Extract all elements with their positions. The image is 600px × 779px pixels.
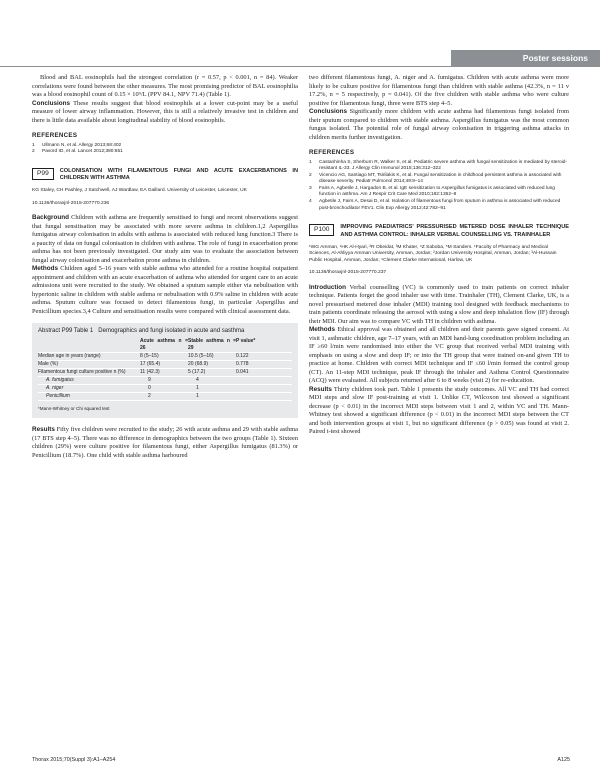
reference-item: 2 Vicencio AG, Santiago MT, Tsirilakis K, et al. Fungal sensitization in childhood persistent asthma is associated with disease severity. Pediatr Pulmonol 2014;49:8–14 [309, 172, 562, 185]
reference-item: 3 Fairs A, Agbetile J, Hargadon B, et al. IgE sensitization to Aspergillus fumigatus is associated with reduced lung function in asthma. Am J Respir Crit Care Med 2010;182:1362–8 [309, 185, 555, 198]
reference-item: 1 Castanhinha S, Sherburn R, Walker S, et al. Pediatric severe asthma with fungal sensitization is mediated by steroid-resistant IL-33. J Allergy Clin Immunol 2015;136:312–322 [309, 159, 568, 172]
abstract-doi: 10.1136/thoraxjnl-2015-207770.236 [32, 200, 110, 206]
p99-methods: Methods Children aged 5–16 years with stable asthma who attended for a routine hospital outpatient appointment and children with an acute exacerbation of asthma who attended for urgent care to an acute admissions unit were recruited to the study. We obtained a sputum sample either via nebulisation with hypertonic saline in children with stable asthma or nebulisation with 0.9% saline in children with acute asthma. Sputum culture was focused to detect filamentous fungi, in particular Aspergillus and Penicillium species.3,4 Culture and sensitisation results were compared with clinical assessment data. [32, 265, 298, 315]
references-heading: REFERENCES [309, 149, 355, 156]
conclusions-label: Conclusions [32, 99, 71, 107]
header-rule [0, 66, 600, 67]
table-caption: Abstract P99 Table 1 Demographics and fungi isolated in acute and sasthma [38, 328, 245, 335]
table-row: A. niger 0 1 [38, 385, 292, 393]
abstract-id: P100 [309, 224, 334, 236]
left-column [32, 74, 298, 460]
p99-results: Results Fifty five children were recruited to the study; 26 with acute asthma and 29 with stable asthma (17 BTS step 4–5). There was no difference in demographics between the two groups (Table 1). Sixteen children (29%) were culture positive for filamentous fungi, either Aspergillus fumigatus (81.3%) or Penicillium (18.7%). One child with stable asthma harboured [32, 426, 298, 459]
table-row: A. fumigatus 9 4 [38, 377, 292, 385]
reference-item: 2 Pavord ID, et al. Lancet 2012;380:651 [32, 149, 123, 155]
p99-results-continued: two different filamentous fungi, A. niger and A. fumigatus. Children with acute asthma were more likely to be culture positive for filamentous fungi than children with stable asthma (42.3%, n = 11 v 17.2%, n = 5 respectively, p = 0.041). Of the five children with stable asthma who were culture positive for filamentous fungi, three were BTS step 4–5. [309, 74, 569, 107]
p99-conclusions: Conclusions Significantly more children with acute asthma had filamentous fungi isolated from their sputum compared to children with stable asthma. Aspergillus fumigatus was the most common fungus isolated. The potential role of fungal airway colonisation in triggering asthma attacks in children merits further investigation. [309, 108, 569, 141]
journal-citation: Thorax 2015;70(Suppl 3):A1–A254 [32, 757, 116, 763]
p99-background: Background Children with asthma are frequently sensitised to fungi and recent observations suggest that fungal sensitisation may be associated with more severe asthma in children.1,2 Aspergillus fumigatus airway colonisation in adults with asthma is associated with reduced lung function.3 There is a paucity of data on fungal colonisation in children with asthma. The role of fungi in exacerbation prone asthma has not been previously investigated. Our study aim was to evaluate the association between fungal airway colonisation and exacerbation prone asthma in children. [32, 214, 299, 264]
abstract-id: P99 [32, 168, 54, 180]
abstract-table [32, 323, 298, 418]
reference-item: 4 Agbetile J, Fairs A, Desai D, et al. Isolation of filamentous fungi from sputum in asthma is associated with reduced post-bronchodilator FEV1. Clin Exp Allergy 2012;42:782–91 [309, 199, 561, 211]
conclusions-text: These results suggest that blood eosinophils at a lower cut-point may be a useful measure of lower airway inflammation. However, this is still a relatively invasive test in children and there is little data available about longitudinal stability of blood eosinophils. [32, 99, 298, 124]
abstract-doi: 10.1136/thoraxjnl-2015-207770.237 [309, 270, 387, 276]
previous-abstract-conclusions [32, 100, 298, 126]
table-header-row: Acute asthma n = 26 Stable asthma n = 29 P value* [38, 338, 292, 353]
table-row: Penicillium 2 1 [38, 393, 292, 401]
table-footnote: *Mann-Whitney or Chi squared test [38, 406, 110, 412]
abstract-header-p100 [309, 224, 569, 239]
reference-item: 1 Ullmann N, et al. Allergy 2013;68:402 [32, 142, 122, 148]
abstract-authors: KG Staley, CH Pashley, J Satchwell, AJ Wardlaw, EA Gaillard. University of Leicester, Leicester, UK [32, 188, 247, 194]
p100-results: Results Thirty children took part. Table 1 presents the study outcomes. All VC and TH had correct MDI steps and slow IF post-training at visit 1. Unlike CT, Wilcoxon test showed a significant decrease (p < 0.01) in the incorrect MDI steps between visit 1 and 2, within VC and TH. Mann-Whitney test showed a significant difference (p < 0.01) in the incorrect MDI steps between the CT and both intervention groups at visit 1, but no significant difference (p > 0.05) was found at visit 2. Paired t-test showed [309, 385, 569, 436]
references-heading: REFERENCES [32, 132, 78, 139]
abstract-header-p99 [32, 168, 298, 183]
table-row: Male (%) 17 (65.4) 20 (68.9) 0.778 [38, 361, 292, 369]
table-row: Filamentous fungi culture positive n (%) 11 (42.3) 5 (17.2) 0.041 [38, 369, 292, 377]
abstract-title: COLONISATION WITH FILAMENTOUS FUNGI AND ACUTE EXACERBATIONS IN CHILDREN WITH ASTHMA [59, 167, 298, 181]
right-column [309, 74, 569, 437]
previous-abstract-results: Blood and BAL eosinophils had the strongest correlation (r = 0.57, p < 0.001, n = 84). Weaker correlations were found between the other measures. The most promising predictor of BAL eosinophilia was a blood eosinophil count of 0.15 × 10⁹/L (PPV 84.1, NPV 71.4) (Table 1). [32, 74, 298, 98]
abstract-authors: ¹WG Amman, ¹HK Al-Hyari, ²R Obeidat, ³M Khater, ⁴Z Saboba, ⁵M Sanders. ¹Faculty of Pharmacy and Medical Sciences, Al-Ahliyya Amman University, Amman, Jordan; ²Jordan University Hospital, Amman, Jordan; ³Al-Hussain Public Hospital, Amman, Jordan; ⁴Clement Clarke International, Harlow, UK [309, 244, 557, 263]
p100-introduction: Introduction Verbal counselling (VC) is commonly used to train patients on correct inhaler technique. Patients forget the good inhaler use with time. Trainhaler (TH), Clement Clarke, UK, is a novel pressurised metered dose inhaler (MDI) training tool designed with feedback mechanisms to train patients coordinate releasing the aerosol with using a slow and deep inhalation flow (IF) through their MDI. Our aim was to compare VC with TH in children with asthma. [309, 283, 569, 325]
p100-methods: Methods Ethical approval was obtained and all children and their parents gave signed consent. At visit 1, asthmatic children, age 7–17 years, with an MDI hand-lung coordination problem including an IF ≥60 l/min were randomised into either the VC group that received verbal MDI training with emphasis on using a slow and deep IF; or into the TH group that were trained on-and given TH to practice at home. Children with correct MDI technique and IF ≤60 l/min formed the control group (CT). An 11-step MDI technique, peak IF through the inhaler and Asthma Control Questionnaire (ACQ) were evaluated. All subjects returned after 6 to 8 weeks (visit 2) for re-education. [309, 326, 569, 385]
page-footer [32, 757, 570, 763]
page-number: A125 [557, 757, 570, 763]
table-row: Median age in years (range) 8 (5–15) 10.5 (5–16) 0.122 [38, 353, 292, 361]
section-banner: Poster sessions [451, 50, 600, 66]
abstract-title: IMPROVING PAEDIATRICS' PRESSURISED METERED DOSE INHALER TECHNIQUE AND ASTHMA CONTROL: INHALER VERBAL COUNSELLING VS. TRAINHALER [340, 224, 569, 238]
